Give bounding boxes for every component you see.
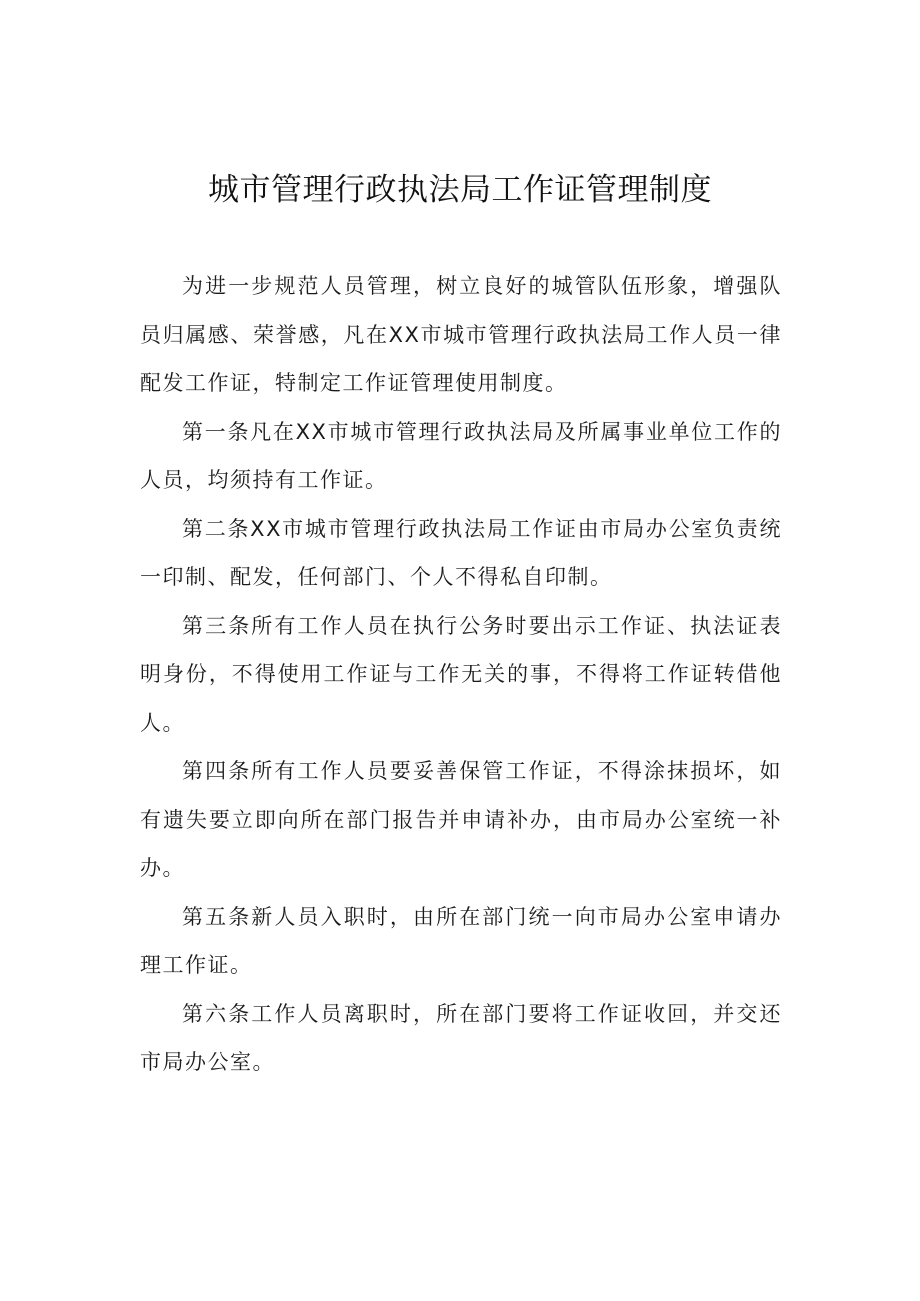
paragraph-article-2: 第二条XX市城市管理行政执法局工作证由市局办公室负责统一印制、配发，任何部门、个人不得私自印制。 [140, 516, 782, 589]
paragraph-article-1: 第一条凡在XX市城市管理行政执法局及所属事业单位工作的人员，均须持有工作证。 [140, 419, 782, 492]
paragraph-intro: 为进一步规范人员管理，树立良好的城管队伍形象，增强队员归属感、荣誉感，凡在XX市城市管理行政执法局工作人员一律配发工作证，特制定工作证管理使用制度。 [140, 274, 782, 395]
document-title: 城市管理行政执法局工作证管理制度 [208, 172, 712, 208]
document-body [140, 262, 782, 1087]
paragraph-article-6: 第六条工作人员离职时，所在部门要将工作证收回，并交还市局办公室。 [140, 1001, 782, 1074]
paragraph-article-5: 第五条新人员入职时，由所在部门统一向市局办公室申请办理工作证。 [140, 904, 782, 977]
paragraph-article-4: 第四条所有工作人员要妥善保管工作证，不得涂抹损坏，如有遗失要立即向所在部门报告并申请补办，由市局办公室统一补办。 [140, 759, 782, 880]
paragraph-article-3: 第三条所有工作人员在执行公务时要出示工作证、执法证表明身份，不得使用工作证与工作无关的事，不得将工作证转借他人。 [140, 613, 782, 735]
